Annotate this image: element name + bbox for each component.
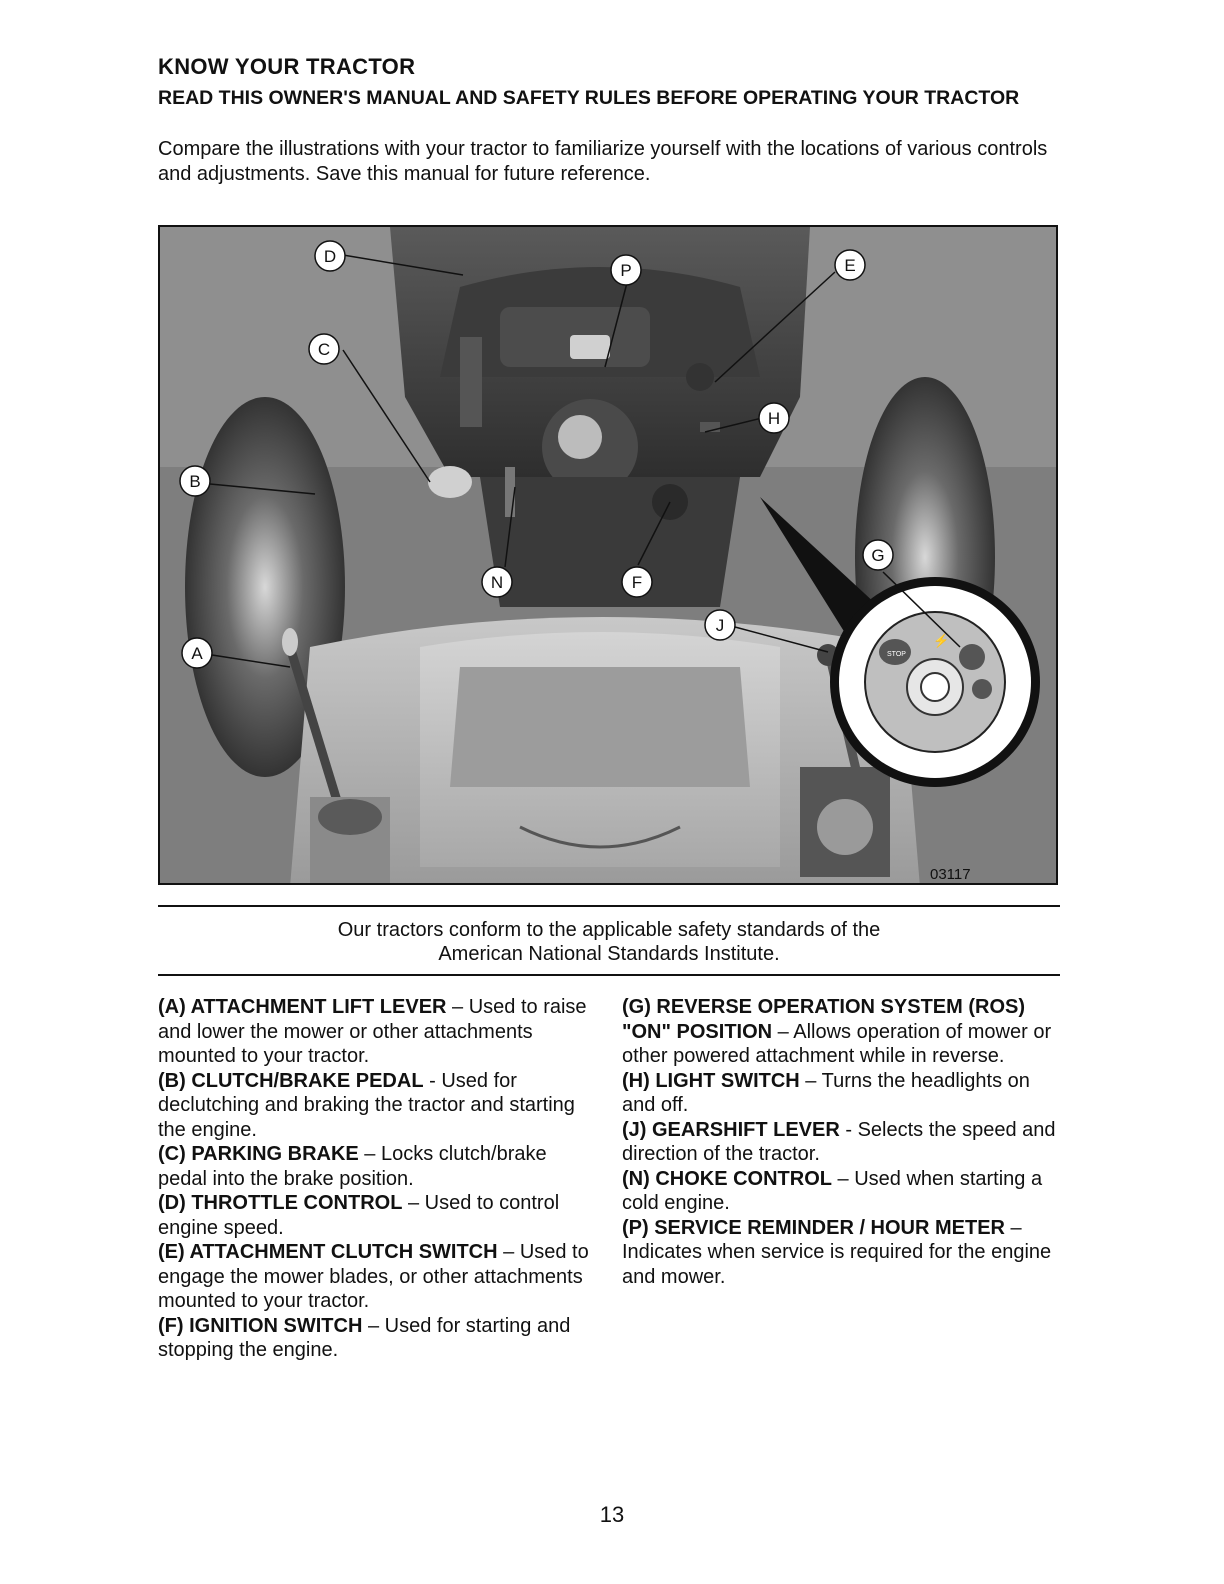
tractor-illustration bbox=[158, 225, 1058, 885]
standards-caption bbox=[158, 918, 1060, 966]
callout-e: E bbox=[844, 256, 856, 275]
caption-rule-bottom bbox=[158, 974, 1060, 976]
entry-desc: – Used for starting and stopping the engine. bbox=[158, 1314, 571, 1361]
entry-desc: – Turns the headlights on and off. bbox=[622, 1069, 1030, 1116]
entry-term: (C) PARKING BRAKE bbox=[158, 1143, 359, 1165]
page-subtitle: READ THIS OWNER'S MANUAL AND SAFETY RULES BEFORE OPERATING YOUR TRACTOR bbox=[158, 87, 1020, 109]
entry-desc: – Used when starting a cold engine. bbox=[622, 1167, 1043, 1214]
callout-f: F bbox=[631, 573, 643, 592]
entry-term: (E) ATTACHMENT CLUTCH SWITCH bbox=[158, 1241, 498, 1263]
entry-term: (P) SERVICE REMINDER / HOUR METER bbox=[622, 1216, 1005, 1239]
entry-desc: – Indicates when service is required for the engine and mower. bbox=[622, 1216, 1052, 1288]
entry-desc: – Used to control engine speed. bbox=[158, 1192, 560, 1239]
entry-term: (A) ATTACHMENT LIFT LEVER bbox=[158, 996, 447, 1018]
caption-line-2: American National Standards Institute. bbox=[438, 943, 780, 965]
callout-b: B bbox=[189, 472, 201, 491]
entry-term: (B) CLUTCH/BRAKE PEDAL bbox=[158, 1069, 424, 1092]
callout-c: C bbox=[317, 340, 331, 359]
page-number: 13 bbox=[599, 1502, 625, 1527]
tractor-drawing bbox=[160, 227, 1058, 885]
entry-attachment-clutch-switch bbox=[158, 1240, 596, 1314]
caption-line-1: Our tractors conform to the applicable safety standards of the bbox=[337, 919, 881, 941]
entry-desc: – Used to engage the mower blades, or other attachments mounted to your tractor. bbox=[158, 1241, 589, 1312]
callout-g: G bbox=[871, 546, 885, 565]
entry-throttle-control bbox=[158, 1191, 596, 1240]
entry-parking-brake bbox=[158, 1142, 596, 1191]
figure-id: 03117 bbox=[930, 866, 971, 883]
entry-light-switch bbox=[622, 1069, 1060, 1118]
entry-ignition-switch bbox=[158, 1314, 596, 1363]
entry-term: (F) IGNITION SWITCH bbox=[158, 1314, 363, 1337]
callout-h: H bbox=[767, 409, 781, 428]
entry-term: (H) LIGHT SWITCH bbox=[622, 1069, 800, 1092]
entry-clutch-brake-pedal bbox=[158, 1069, 596, 1143]
callout-j: J bbox=[715, 616, 725, 635]
page-title: KNOW YOUR TRACTOR bbox=[158, 54, 416, 79]
callout-p: P bbox=[620, 261, 632, 280]
stop-symbol: STOP bbox=[887, 651, 906, 658]
entry-term: (N) CHOKE CONTROL bbox=[622, 1167, 832, 1190]
intro-paragraph: Compare the illustrations with your tractor to familiarize yourself with the locations of various controls and adjustments. Save this manual for future reference. bbox=[158, 138, 1048, 185]
controls-list-right bbox=[622, 995, 1060, 1289]
entry-desc: - Selects the speed and direction of the tractor. bbox=[622, 1118, 1056, 1165]
controls-list-left bbox=[158, 995, 596, 1363]
entry-desc: – Locks clutch/brake pedal into the brake position. bbox=[158, 1143, 547, 1190]
entry-term: (D) THROTTLE CONTROL bbox=[158, 1192, 403, 1214]
entry-service-reminder bbox=[622, 1216, 1060, 1290]
entry-desc: – Used to raise and lower the mower or other attachments mounted to your tractor. bbox=[158, 996, 587, 1067]
entry-desc: - Used for declutching and braking the tractor and starting the engine. bbox=[158, 1069, 575, 1141]
callout-a: A bbox=[191, 644, 203, 663]
entry-desc: – Allows operation of mower or other powered attachment while in reverse. bbox=[622, 1020, 1052, 1067]
callout-n: N bbox=[490, 573, 504, 592]
entry-gearshift-lever bbox=[622, 1118, 1060, 1167]
caption-rule-top bbox=[158, 905, 1060, 907]
callout-d: D bbox=[323, 247, 337, 266]
entry-term: (G) REVERSE OPERATION SYSTEM (ROS) "ON" POSITION bbox=[622, 996, 1025, 1043]
entry-term: (J) GEARSHIFT LEVER bbox=[622, 1118, 840, 1141]
entry-choke-control bbox=[622, 1167, 1060, 1216]
key-indicator-icon: ⚡ bbox=[933, 633, 950, 648]
entry-attachment-lift-lever bbox=[158, 995, 596, 1069]
entry-reverse-operation-system bbox=[622, 995, 1060, 1069]
